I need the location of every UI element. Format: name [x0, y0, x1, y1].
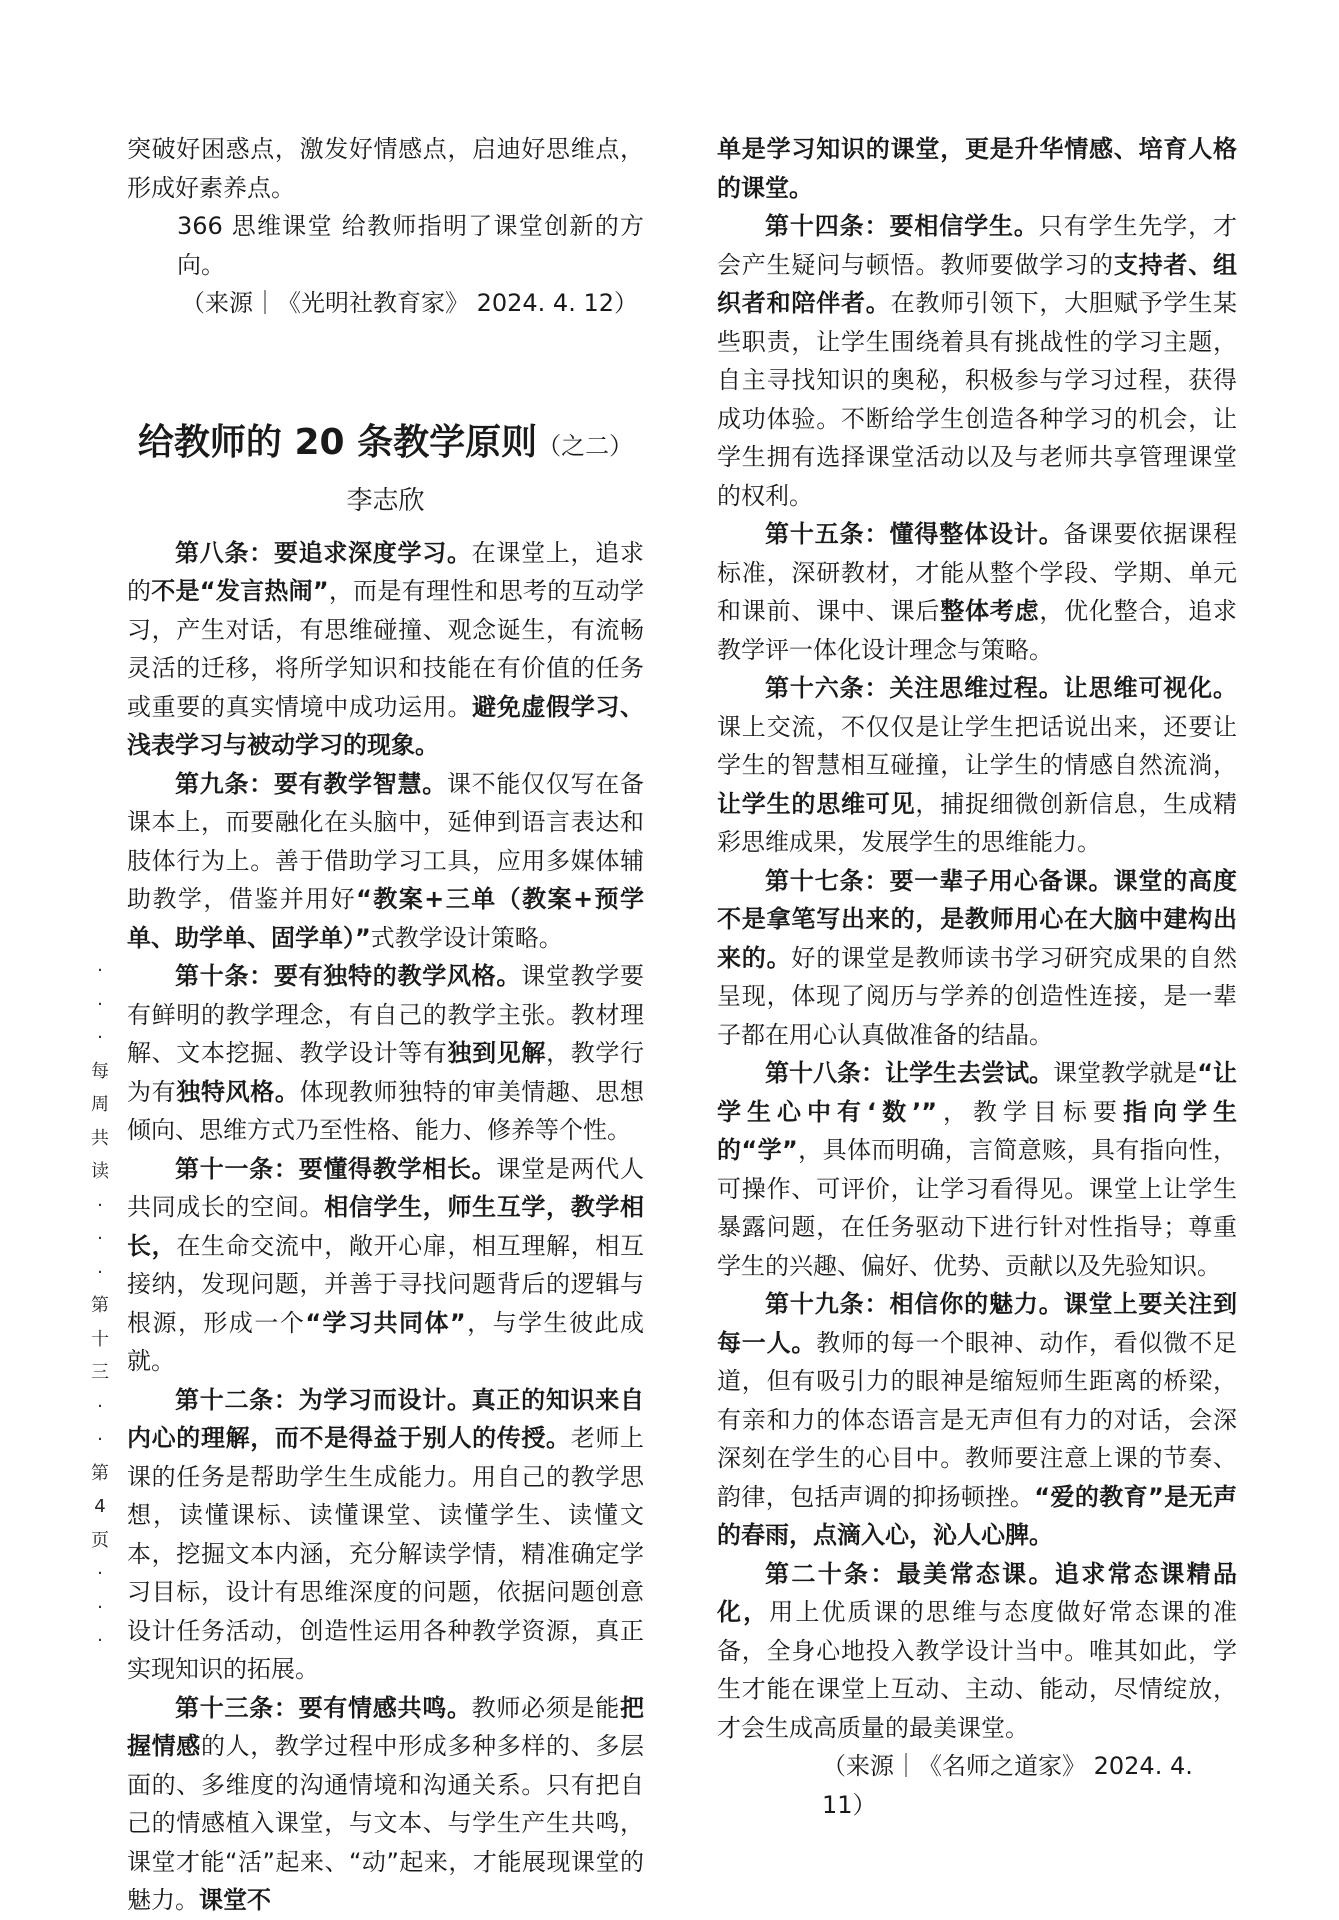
right-column	[717, 130, 1237, 1824]
body-text: 教师必须是能	[471, 1693, 621, 1722]
body-text: ，而是有理性和思考的互动学习，产生对话，有思维碰撞、观念诞生，有流畅灵活的迁移，将所学知识和技能在有价值的任务或重要的真实情境中成功运用。	[127, 577, 645, 721]
emphasis-text: 第十六条：关注思维过程。让思维可视化。	[765, 674, 1237, 702]
body-text: ，具体而明确，言简意赅，具有指向性，可操作、可评价，让学习看得见。课堂上让学生暴露问题，在任务驱动下进行针对性指导；尊重学生的兴趣、偏好、优势、贡献以及先验知识。	[717, 1136, 1238, 1280]
sidebar-char: ·	[97, 1630, 103, 1651]
sidebar-char: ·	[97, 993, 103, 1015]
emphasis-text: 第九条：要有教学智慧。	[175, 769, 447, 798]
emphasis-text: 不是“发言热闹”	[151, 577, 329, 605]
previous-article-closing: 突破好困惑点，激发好情感点，启迪好思维点，形成好素养点。	[127, 135, 644, 202]
emphasis-text: 把握情感	[127, 1693, 645, 1760]
article-title	[127, 413, 644, 476]
body-text: 好的课堂是教师读书学习研究成果的自然呈现，体现了阅历与学养的创造性连接，是一辈子都在用心认真做准备的结晶。	[717, 943, 1238, 1049]
body-text: 在生命交流中，敞开心扉，相互理解，相互接纳，发现问题，并善于寻找问题背后的逻辑与根源，形成一个	[127, 1231, 645, 1337]
emphasis-text: 指向学生的“学”	[717, 1097, 1238, 1164]
emphasis-text: 独特风格。	[176, 1077, 300, 1106]
rule-15	[717, 515, 1237, 669]
emphasis-text: 支持者、组织者和陪伴者。	[717, 250, 1238, 317]
emphasis-text: 第十条：要有独特的教学风格。	[175, 962, 522, 990]
body-text: 的人，教学过程中形成多种多样的、多层面的、多维度的沟通情境和沟通关系。只有把自己的情感植入课堂，与文本、与学生产生共鸣，课堂才能“活”起来、“动”起来，才能展现课堂的魅力。	[127, 1732, 645, 1914]
rule-13	[127, 1689, 644, 1920]
emphasis-text: 第十四条：要相信学生。	[765, 212, 1039, 240]
article-title-main: 给教师的 20 条教学原则	[137, 421, 538, 463]
emphasis-text: 第八条：要追求深度学习。	[175, 538, 472, 567]
body-text: ，优化整合，追求教学评一体化设计理念与策略。	[717, 597, 1238, 664]
body-text: 用上优质课的思维与态度做好常态课的准备，全身心地投入教学设计当中。唯其如此，学生才能在课堂上互动、主动、能动，尽情绽放，才会生成高质量的最美课堂。	[717, 1598, 1238, 1742]
rule-9	[127, 765, 644, 958]
rules-list-left	[127, 534, 644, 1920]
emphasis-text: 第十五条：懂得整体设计。	[765, 520, 1064, 548]
left-column	[127, 130, 644, 1920]
sidebar-char: 每	[91, 1060, 109, 1082]
sidebar-char: ·	[97, 1429, 103, 1450]
body-text: 教师的每一个眼神、动作，看似微不足道，但有吸引力的眼神是缩短师生距离的桥梁，有亲和力的体态语言是无声但有力的对话，会深深刻在学生的心目中。教师要注意上课的节奏、韵律，包括声调的抑扬顿挫。	[717, 1328, 1238, 1511]
rule-19	[717, 1285, 1237, 1555]
body-text: 课上交流，不仅仅是让学生把话说出来，还要让学生的智慧相互碰撞，让学生的情感自然流淌，	[717, 712, 1237, 779]
body-text: 课堂教学就是	[1053, 1059, 1198, 1087]
emphasis-text: 第二十条：最美常态课。追求常态课精品化，	[717, 1559, 1237, 1626]
body-text: 在教师引领下，大胆赋予学生某些职责，让学生围绕着具有挑战性的学习主题，自主寻找知识的奥秘，积极参与学习过程，获得成功体验。不断给学生创造各种学习的机会，让学生拥有选择课堂活动以及与老师共享管理课堂的权利。	[717, 289, 1238, 510]
rules-list-right	[717, 130, 1237, 1747]
emphasis-text: 第十二条：为学习而设计。真正的知识来自内心的理解，而不是得益于别人的传授。	[127, 1385, 644, 1452]
sidebar-char: 共	[91, 1127, 109, 1149]
sidebar-char: ·	[97, 1395, 103, 1417]
sidebar-char: 4	[94, 1496, 106, 1517]
vertical-page-marker	[89, 954, 111, 1658]
body-text: 式教学设计策略。	[370, 923, 563, 952]
rule-16	[717, 669, 1237, 862]
sidebar-char: ·	[97, 1228, 103, 1249]
article-author: 李志欣	[346, 485, 425, 516]
body-text: ，捕捉细微创新信息，生成精彩思维成果，发展学生的思维能力。	[717, 789, 1238, 856]
sidebar-char: 周	[91, 1094, 109, 1115]
article-title-suffix: （之二）	[537, 431, 634, 460]
emphasis-text: “让学生心中有‘数’”	[717, 1059, 1238, 1126]
body-text: ，教学行为有	[127, 1039, 645, 1106]
emphasis-text: 让学生的思维可见	[717, 789, 916, 818]
emphasis-text: “学习共同体”	[305, 1308, 466, 1337]
emphasis-text: “爱的教育”是无声的春雨，点滴入心，沁人心脾。	[717, 1482, 1238, 1549]
rule-12	[127, 1381, 644, 1689]
article-source: （来源｜《名师之道家》 2024. 4. 11）	[822, 1752, 1193, 1819]
sidebar-char: 读	[91, 1161, 109, 1182]
body-text: 体现教师独特的审美情趣、思想倾向、思维方式乃至性格、能力、修养等个性。	[127, 1077, 645, 1144]
body-text: 备课要依据课程标准，深研教材，才能从整个学段、学期、单元和课前、课中、课后	[717, 520, 1238, 625]
sidebar-char: ·	[97, 1194, 103, 1216]
sidebar-char: 第	[91, 1462, 109, 1484]
body-text: 课不能仅仅写在备课本上，而要融化在头脑中，延伸到语言表达和肢体行为上。善于借助学习工具，应用多媒体辅助教学，借鉴并用好	[127, 769, 645, 913]
emphasis-text: 相信学生，师生互学，教学相长，	[127, 1193, 645, 1260]
rule-13-continued	[717, 130, 1237, 207]
emphasis-text: 避免虚假学习、浅表学习与被动学习的现象。	[127, 692, 645, 759]
body-text: 课堂是两代人共同成长的空间。	[127, 1154, 645, 1221]
sidebar-char: ·	[97, 1596, 103, 1618]
emphasis-text: 第十九条：相信你的魅力。课堂上要关注到每一人。	[717, 1290, 1237, 1357]
body-text: ，与学生彼此成就。	[127, 1308, 645, 1375]
rule-14	[717, 207, 1237, 515]
emphasis-text: 第十七条：要一辈子用心备课。课堂的高度不是拿笔写出来的，是教师用心在大脑中建构出来的。	[717, 866, 1237, 972]
sidebar-char: 三	[91, 1362, 109, 1383]
rule-17	[717, 862, 1237, 1055]
emphasis-text: 整体考虑	[940, 597, 1040, 625]
sidebar-char: ·	[97, 1261, 103, 1283]
sidebar-char: ·	[97, 1563, 103, 1584]
rule-20	[717, 1555, 1237, 1748]
emphasis-text: “教案+三单（教案+预学单、助学单、固学单）”	[127, 885, 645, 952]
body-text: 课堂教学要有鲜明的教学理念，有自己的教学主张。教材理解、文本挖掘、教学设计等有	[127, 962, 645, 1067]
emphasis-text: 第十三条：要有情感共鸣。	[175, 1693, 472, 1722]
body-text: 只有学生先学，才会产生疑问与顿悟。教师要做学习的	[717, 212, 1238, 279]
emphasis-text: 课堂不	[199, 1886, 271, 1914]
emphasis-text: 第十八条：让学生去尝试。	[765, 1059, 1054, 1087]
sidebar-char: ·	[97, 960, 103, 981]
sidebar-char: 页	[91, 1529, 109, 1551]
emphasis-text: 第十一条：要懂得教学相长。	[175, 1154, 497, 1183]
previous-article-summary: 366 思维课堂 给教师指明了课堂创新的方向。	[177, 212, 644, 279]
previous-article-source: （来源｜《光明社教育家》 2024. 4. 12）	[180, 289, 638, 317]
rule-10	[127, 957, 644, 1150]
emphasis-text: 独到见解	[447, 1039, 547, 1067]
sidebar-char: ·	[97, 1027, 103, 1048]
emphasis-text: 单是学习知识的课堂，更是升华情感、培育人格的课堂。	[717, 135, 1237, 202]
article-header	[127, 413, 644, 526]
rule-11	[127, 1150, 644, 1381]
body-text: ，教学目标要	[937, 1097, 1124, 1126]
body-text: 老师上课的任务是帮助学生生成能力。用自己的教学思想，读懂课标、读懂课堂、读懂学生、读懂文本，挖掘文本内涵，充分解读学情，精准确定学习目标，设计有思维深度的问题，依据问题创意设计任务活动，创造性运用各种教学资源，真正实现知识的拓展。	[127, 1424, 645, 1683]
rule-8	[127, 534, 644, 765]
body-text: 在课堂上，追求的	[127, 538, 645, 605]
rule-18	[717, 1054, 1237, 1285]
sidebar-char: 十	[91, 1328, 109, 1350]
sidebar-char: 第	[91, 1295, 109, 1316]
